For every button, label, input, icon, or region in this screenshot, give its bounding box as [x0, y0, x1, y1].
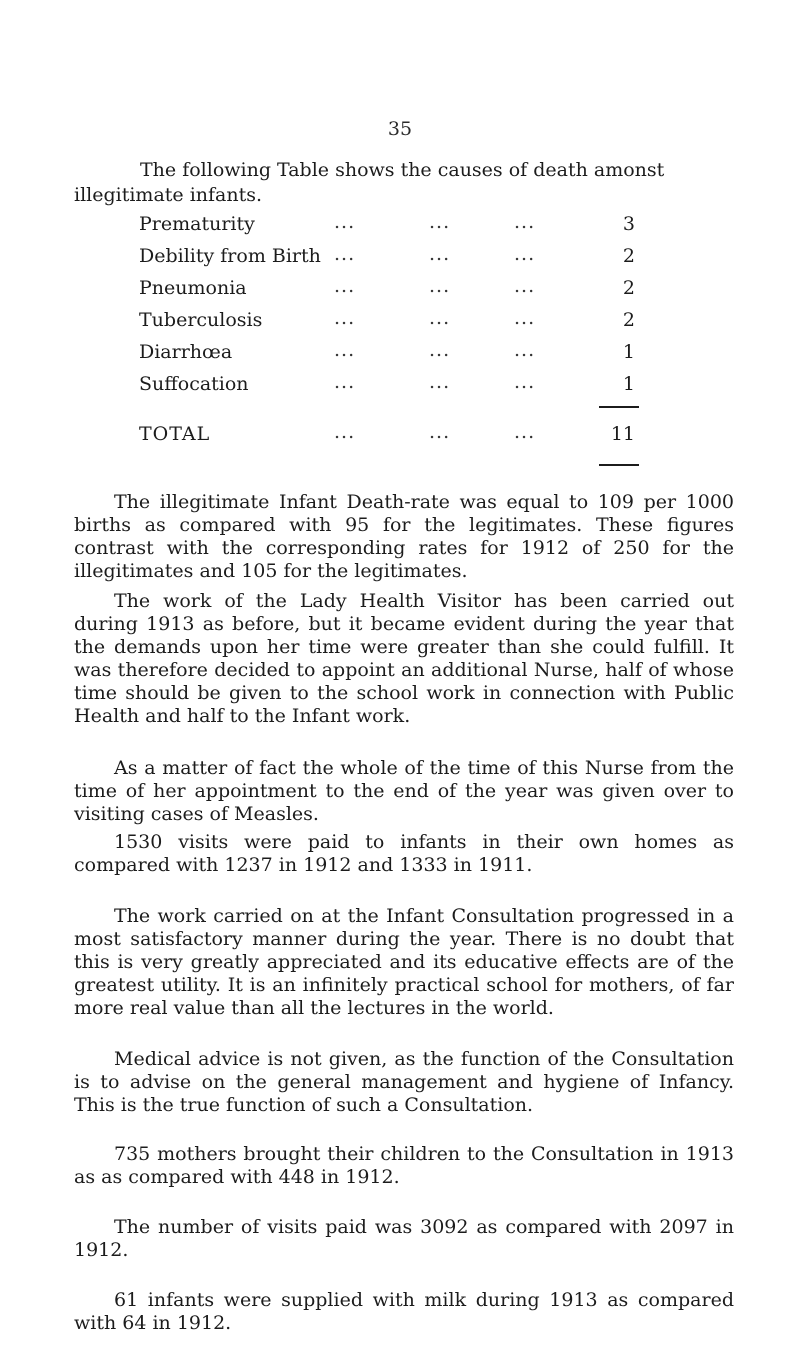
paragraph-text: Medical advice is not given, as the function of the Consultation is to advise on the general management and hygiene of Infancy. This is the true function of such a Consultation.	[74, 1048, 734, 1116]
cause-name: Prematurity	[139, 213, 255, 235]
paragraph-medical-advice	[74, 1048, 734, 1117]
dot-leader: ...	[514, 211, 536, 233]
paragraph-mothers	[74, 1143, 734, 1189]
dot-leader: ...	[429, 307, 451, 329]
dot-leader: ...	[334, 371, 356, 393]
dot-leader: ...	[429, 243, 451, 265]
paragraph-consultation	[74, 905, 734, 1020]
cause-name: Debility from Birth	[139, 245, 321, 267]
paragraph-text: The illegitimate Infant Death-rate was equal to 109 per 1000 births as compared with 95 for the legitimates. These figures contrast with the corresponding rates for 1912 of 250 for the illegitimates and 105 for the legitimates.	[74, 491, 734, 582]
dot-leader: ...	[429, 211, 451, 233]
cause-name: Pneumonia	[139, 277, 247, 299]
cause-count: 2	[622, 277, 635, 299]
dot-leader: ...	[429, 371, 451, 393]
paragraph-text: The work carried on at the Infant Consultation progressed in a most satisfactory manner during the year. There is no doubt that this is very greatly appreciated and its educative effects are of the greatest utility. It is an infinitely practical school for mothers, of far more real value than all the lectures in the world.	[74, 905, 734, 1019]
paragraph-text: 61 infants were supplied with milk during 1913 as compared with 64 in 1912.	[74, 1289, 734, 1334]
table-row	[139, 368, 639, 400]
cause-name: Diarrhœa	[139, 341, 233, 363]
table-row	[139, 336, 639, 368]
dot-leader: ...	[334, 275, 356, 297]
dot-leader: ...	[334, 421, 356, 443]
table-row	[139, 240, 639, 272]
paragraph-text: 1530 visits were paid to infants in their own homes as compared with 1237 in 1912 and 1333 in 1911.	[74, 831, 734, 876]
dot-leader: ...	[514, 243, 536, 265]
total-count: 11	[610, 423, 635, 445]
dot-leader: ...	[514, 275, 536, 297]
total-rule-top	[599, 406, 639, 408]
causes-of-death-table	[139, 208, 639, 445]
total-row	[139, 418, 639, 450]
paragraph-home-visits	[74, 831, 734, 877]
dot-leader: ...	[429, 275, 451, 297]
dot-leader: ...	[429, 421, 451, 443]
paragraph-visits-paid	[74, 1216, 734, 1262]
dot-leader: ...	[334, 243, 356, 265]
page-number: 35	[387, 118, 413, 140]
dot-leader: ...	[514, 307, 536, 329]
total-rule-bottom	[599, 464, 639, 466]
paragraph-text: The number of visits paid was 3092 as compared with 2097 in 1912.	[74, 1216, 734, 1261]
paragraph-health-visitor	[74, 590, 734, 728]
intro-paragraph: The following Table shows the causes of death amonst illegitimate infants.	[74, 159, 665, 206]
cause-count: 1	[622, 373, 635, 395]
cause-count: 2	[622, 309, 635, 331]
cause-name: Suffocation	[139, 373, 249, 395]
dot-leader: ...	[514, 371, 536, 393]
table-row	[139, 304, 639, 336]
dot-leader: ...	[514, 421, 536, 443]
cause-count: 2	[622, 245, 635, 267]
table-row	[139, 208, 639, 240]
paragraph-text: The work of the Lady Health Visitor has been carried out during 1913 as before, but it became evident during the year that the demands upon her time were greater than she could fulfill. It was therefore decided to appoint an additional Nurse, half of whose time should be given to the school work in connection with Public Health and half to the Infant work.	[74, 590, 734, 727]
cause-count: 3	[622, 213, 635, 235]
paragraph-measles	[74, 757, 734, 826]
paragraph-text: 735 mothers brought their children to the Consultation in 1913 as as compared with 448 in 1912.	[74, 1143, 734, 1188]
dot-leader: ...	[429, 339, 451, 361]
dot-leader: ...	[334, 307, 356, 329]
dot-leader: ...	[514, 339, 536, 361]
total-label: TOTAL	[139, 423, 211, 445]
cause-count: 1	[622, 341, 635, 363]
dot-leader: ...	[334, 339, 356, 361]
paragraph-milk	[74, 1289, 734, 1335]
paragraph-text: As a matter of fact the whole of the time of this Nurse from the time of her appointment to the end of the year was given over to visiting cases of Measles.	[74, 757, 734, 825]
table-row	[139, 272, 639, 304]
cause-name: Tuberculosis	[139, 309, 263, 331]
dot-leader: ...	[334, 211, 356, 233]
paragraph-death-rate	[74, 491, 734, 583]
